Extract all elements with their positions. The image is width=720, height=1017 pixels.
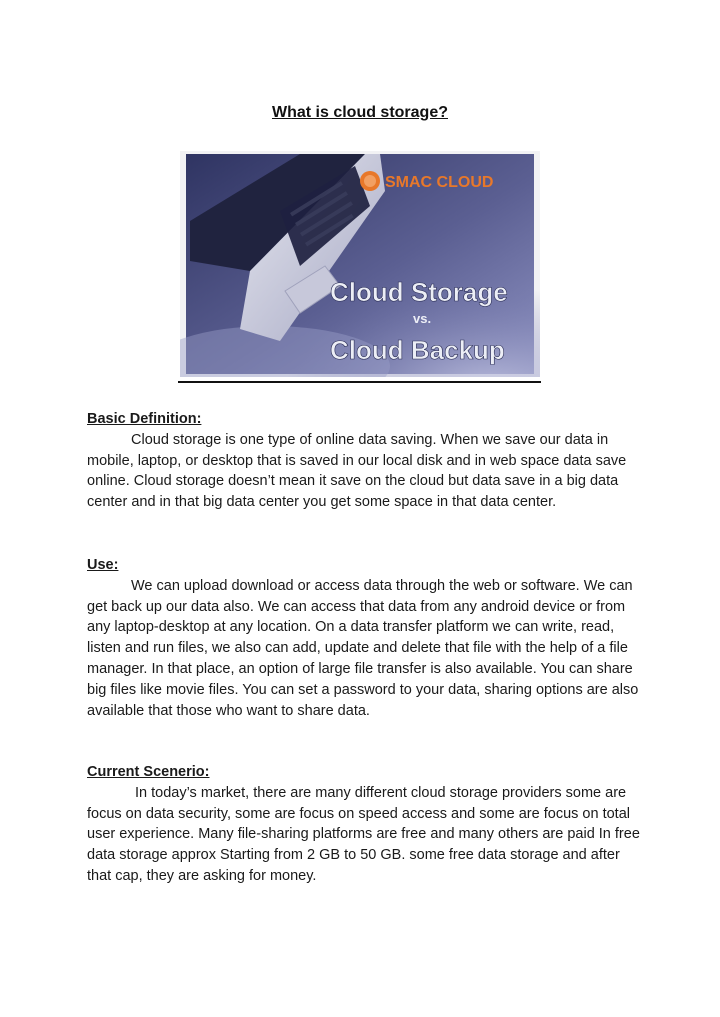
brand-text: SMAC CLOUD <box>385 174 494 191</box>
hero-line2: vs. <box>413 311 432 326</box>
section-use <box>87 555 647 721</box>
hero-image <box>180 151 540 377</box>
section-body: We can upload download or access data through the web or software. We can get back up our data also. We can access that data from any android device or from any laptop-desktop at any location. On a data transfer platform we can write, read, listen and run files, we also can add, update and delete that file with the help of a file manager. In that place, an option of large file transfer is also available. You can share big files like movie files. You can set a password to your data, sharing options are also available that those who want to share data. <box>87 577 639 719</box>
hero-line1: Cloud Storage <box>330 277 508 307</box>
section-heading: Use: <box>87 557 119 573</box>
page-title: What is cloud storage? <box>271 104 448 121</box>
section-basic-definition <box>87 409 647 513</box>
divider <box>178 381 541 383</box>
section-current-scenario <box>87 762 647 887</box>
section-body: Cloud storage is one type of online data saving. When we save our data in mobile, laptop, or desktop that is saved in our local disk and in web space data save online. Cloud storage doesn’t mean it save on the cloud but data save in a big data center and in that big data center you get some space in that data center. <box>87 431 627 511</box>
hero-line3: Cloud Backup <box>330 335 505 365</box>
section-heading: Basic Definition: <box>87 411 202 427</box>
section-body: In today’s market, there are many different cloud storage providers some are focus on data security, some are focus on speed access and some are focus on total user experience. Many file-sharing platforms are free and many others are paid In free data storage approx Starting from 2 GB to 50 GB. some free data storage and after that cap, they are asking for money. <box>87 784 640 884</box>
section-heading: Current Scenerio: <box>87 764 210 780</box>
cloud-storage-illustration <box>180 151 540 377</box>
